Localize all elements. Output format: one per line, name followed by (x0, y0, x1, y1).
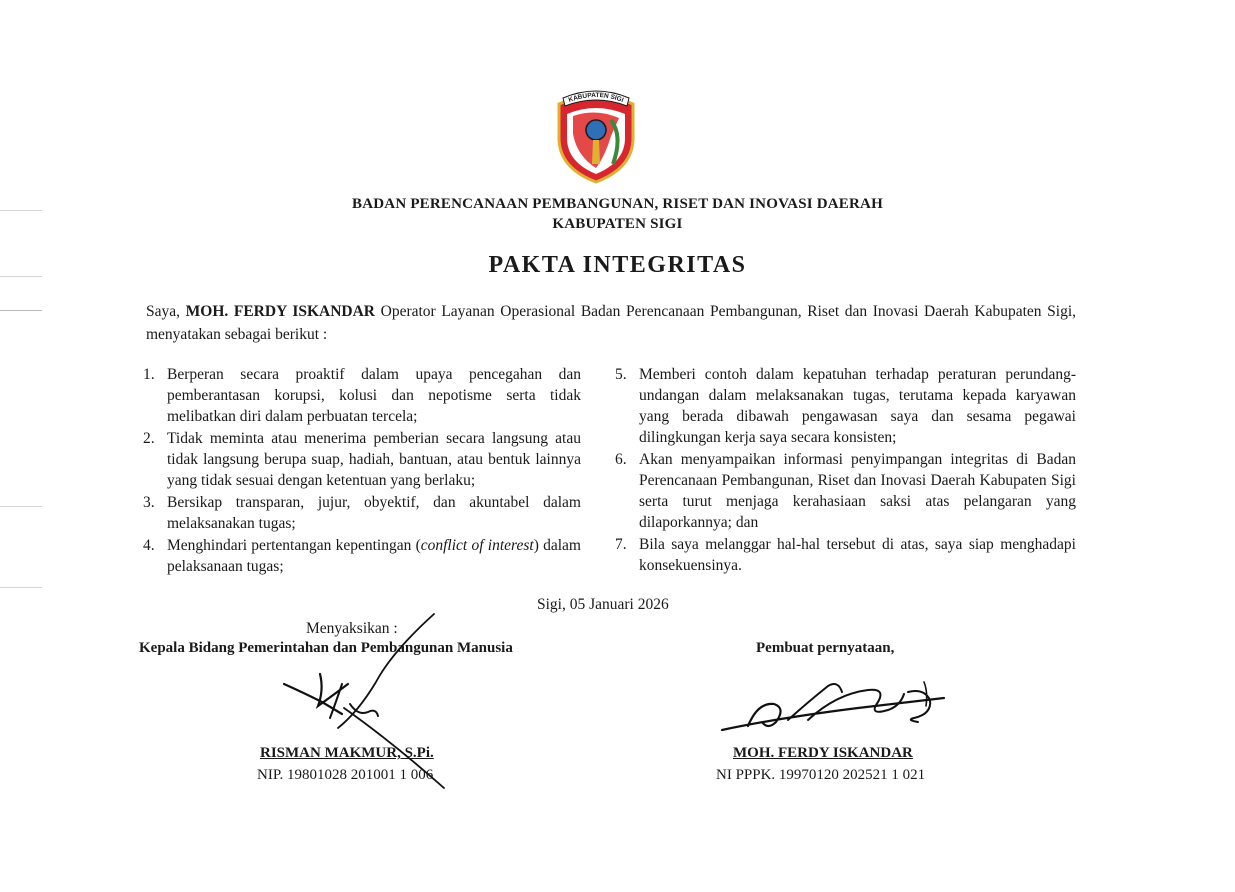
witness-position: Kepala Bidang Pemerintahan dan Pembangunan Manusia (139, 640, 513, 656)
statement-text: Berperan secara proaktif dalam upaya pencegahan dan pemberantasan korupsi, kolusi dan nepotisme serta tidak melibatkan diri dalam perbuatan tercela; (167, 366, 581, 425)
statement-item (143, 364, 581, 427)
statement-number: 2. (143, 430, 155, 447)
svg-text:KABUPATEN SIGI (568, 92, 625, 104)
intro-suffix: Operator Layanan Operasional Badan Perencanaan Pembangunan, Riset dan Inovasi Daerah Kabupaten Sigi, menyatakan sebagai berikut : (146, 303, 1077, 343)
statement-text: Tidak meminta atau menerima pemberian secara langsung atau tidak langsung berupa suap, hadiah, bantuan, atau bentuk lainnya yang tidak sesuai dengan ketentuan yang berlaku; (167, 430, 581, 489)
statement-number: 4. (143, 537, 155, 554)
statement-text: Akan menyampaikan informasi penyimpangan integritas di Badan Perencanaan Pembangunan, Riset dan Inovasi Daerah Kabupaten Sigi serta turut menjaga kerahasiaan saksi atas pelangaran yang dilaporkannya; dan (639, 451, 1076, 531)
statement-text-italic: conflict of interest (420, 537, 534, 554)
witness-name: RISMAN MAKMUR, S.Pi. (260, 745, 434, 761)
statement-number: 7. (615, 536, 627, 553)
statement-item (615, 364, 1076, 448)
maker-name: MOH. FERDY ISKANDAR (733, 745, 913, 761)
maker-signature (718, 662, 948, 742)
logo-banner-text (553, 86, 639, 184)
scan-mark (0, 506, 42, 507)
intro-paragraph (146, 300, 1076, 346)
place-date: Sigi, 05 Januari 2026 (537, 596, 669, 613)
scan-mark (0, 587, 42, 588)
statement-text-after: ) dalam pelaksanaan tugas; (167, 537, 581, 575)
statement-text: Bersikap transparan, jujur, obyektif, dan akuntabel dalam melaksanakan tugas; (167, 494, 581, 532)
document-title: PAKTA INTEGRITAS (488, 252, 747, 278)
statement-text: Bila saya melanggar hal-hal tersebut di atas, saya siap menghadapi konsekuensinya. (639, 536, 1076, 574)
maker-label: Pembuat pernyataan, (756, 640, 895, 656)
witness-label: Menyaksikan : (306, 620, 398, 637)
witness-signature (272, 612, 472, 792)
statement-number: 5. (615, 366, 627, 383)
statements-left (143, 364, 581, 578)
scan-mark (0, 310, 42, 311)
logo-banner-label: KABUPATEN SIGI (567, 91, 625, 104)
statement-number: 6. (615, 451, 627, 468)
statement-item (143, 492, 581, 534)
statement-text-before: Menghindari pertentangan kepentingan ( (167, 537, 421, 554)
statement-text: Memberi contoh dalam kepatuhan terhadap peraturan perundang-undangan dalam melaksanakan tugas, terutama kepada karyawan yang berada dibawah pengawasan saya dan sesama pegawai dilingkungan kerja saya secara konsisten; (639, 366, 1076, 446)
maker-nip: NI PPPK. 19970120 202521 1 021 (716, 767, 926, 783)
statement-number: 1. (143, 366, 155, 383)
statement-item (143, 428, 581, 491)
statement-number: 3. (143, 494, 155, 511)
intro-prefix: Saya, (146, 303, 186, 320)
statements-right (615, 364, 1076, 577)
statement-item (615, 534, 1076, 576)
statement-item (615, 449, 1076, 533)
statement-item (143, 535, 581, 577)
witness-nip: NIP. 19801028 201001 1 006 (257, 767, 434, 783)
declarant-name: MOH. FERDY ISKANDAR (185, 303, 375, 320)
org-name-line1: BADAN PERENCANAAN PEMBANGUNAN, RISET DAN INOVASI DAERAH (352, 196, 883, 212)
org-name-line2: KABUPATEN SIGI (552, 216, 683, 232)
